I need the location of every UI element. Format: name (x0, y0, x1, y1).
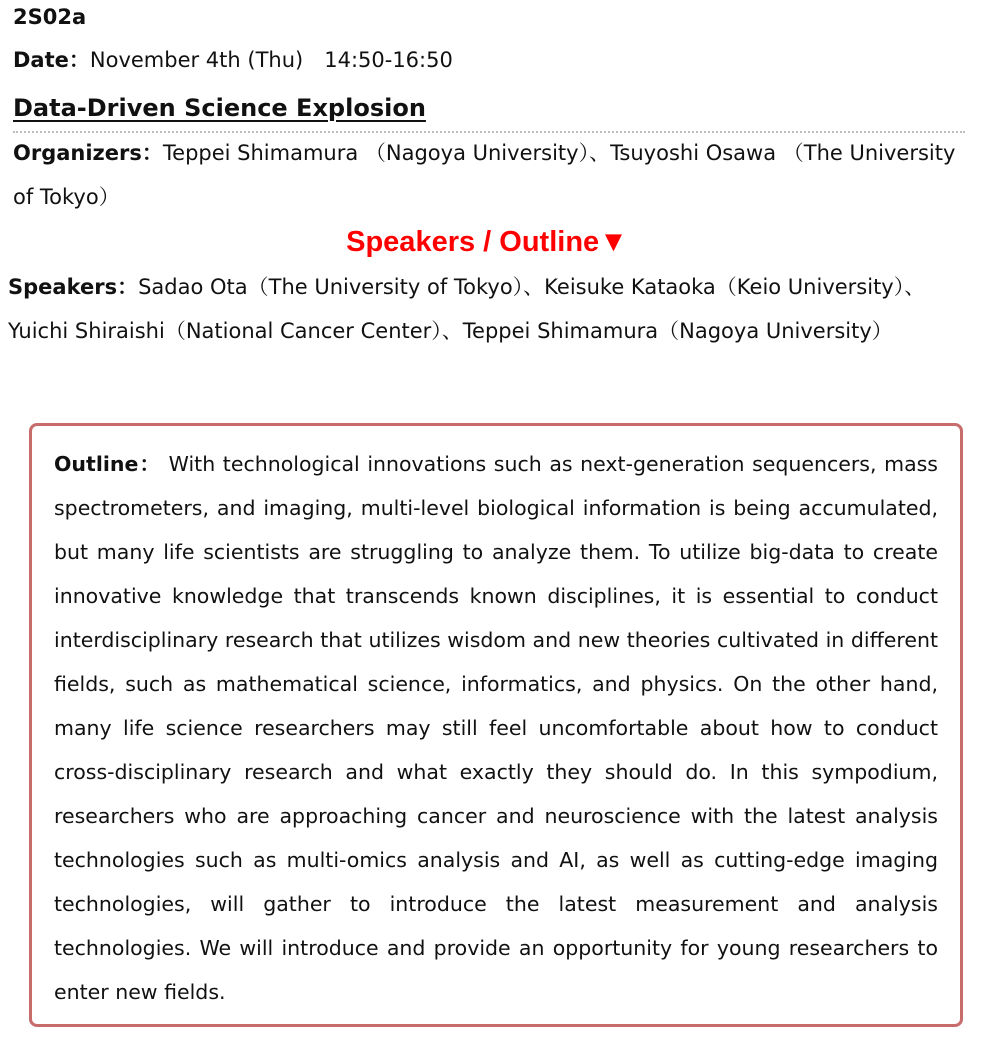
organizers (13, 131, 973, 219)
speakers-outline-heading[interactable]: Speakers / Outline▼ (346, 226, 628, 258)
speakers-value: Sadao Ota（The University of Tokyo）、Keisuke Kataoka（Keio University）、Yuichi Shiraishi（National Cancer Center）、Teppei Shimamura（Nagoya University） (8, 275, 926, 343)
organizers-value: Teppei Shimamura （Nagoya University）、Tsuyoshi Osawa （The University of Tokyo） (13, 141, 956, 209)
outline-text: With technological innovations such as next-generation sequencers, mass spectrometers, and imaging, multi-level biological information is being accumulated, but many life scientists are struggling to analyze them. To utilize big-data to create innovative knowledge that transcends known disciplines, it is essential to conduct interdisciplinary research that utilizes wisdom and new theories cultivated in different fields, such as mathematical science, informatics, and physics. On the other hand, many life science researchers may still feel uncomfortable about how to conduct cross-disciplinary research and what exactly they should do. In this sympodium, researchers who are approaching cancer and neuroscience with the latest analysis technologies such as multi-omics analysis and AI, as well as cutting-edge imaging technologies, will gather to introduce the latest measurement and analysis technologies. We will introduce and provide an opportunity for young researchers to enter new fields. (54, 452, 938, 1004)
session-date (13, 45, 453, 75)
organizers-label: Organizers： (13, 141, 163, 165)
speakers-label: Speakers： (8, 275, 139, 299)
date-label: Date： (13, 48, 90, 72)
outline-box (29, 423, 963, 1027)
date-value: November 4th (Thu) 14:50-16:50 (89, 48, 453, 72)
outline-paragraph (54, 442, 938, 1014)
session-title-link[interactable]: Data-Driven Science Explosion (13, 94, 426, 122)
speakers (8, 265, 978, 353)
session-id: 2S02a (13, 5, 87, 29)
outline-label: Outline： (54, 452, 162, 476)
